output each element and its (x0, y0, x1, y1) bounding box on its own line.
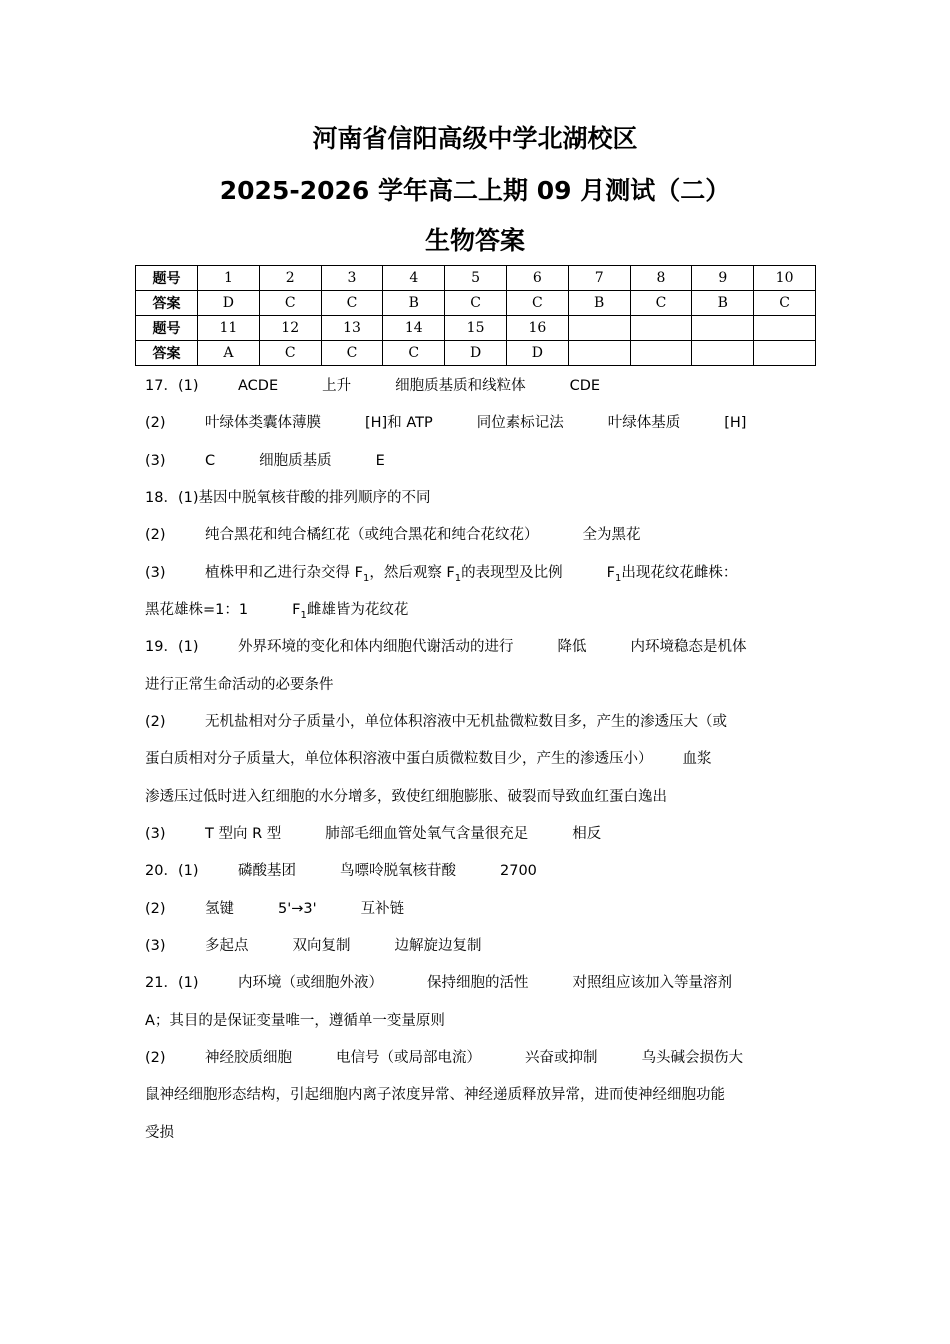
q20-part3 (145, 936, 482, 956)
table-row (136, 316, 816, 341)
q19-part1 (145, 637, 747, 657)
q21-part2-cont (145, 1085, 725, 1105)
answer: 受损 (145, 1125, 174, 1141)
part-number: (3) (145, 453, 166, 469)
q18-part1 (145, 488, 431, 508)
answer-text: ，然后观察 F (369, 565, 455, 581)
table-cell: C (630, 291, 692, 316)
subscript: 1 (615, 572, 622, 584)
answer: 氢键 (205, 901, 234, 917)
subscript: 1 (362, 572, 370, 584)
answer-text: 的表现型及比例 (461, 565, 563, 581)
row-label: 答案 (136, 291, 198, 316)
q19-part2-cont2 (145, 787, 667, 807)
q19-part2-cont (145, 749, 712, 769)
part-number: (2) (145, 415, 166, 431)
answer: 兴奋或抑制 (525, 1050, 598, 1066)
answer: 细胞质基质 (259, 453, 332, 469)
answer-table (135, 265, 816, 366)
table-cell (630, 341, 692, 366)
table-cell: D (445, 341, 507, 366)
row-label: 题号 (136, 266, 198, 291)
table-cell: C (259, 341, 321, 366)
q20-part2 (145, 899, 404, 919)
part-number: (3) (145, 938, 166, 954)
answer: 保持细胞的活性 (427, 975, 529, 991)
answer: 内环境稳态是机体 (630, 639, 747, 655)
answer-text: 出现花纹花雌株： (621, 565, 738, 581)
answer: A；其目的是保证变量唯一，遵循单一变量原则 (145, 1013, 445, 1029)
answer: 鸟嘌呤脱氧核苷酸 (340, 863, 456, 879)
table-cell: 14 (383, 316, 445, 341)
part-number: (2) (145, 1050, 166, 1066)
table-cell: D (506, 341, 568, 366)
answer: CDE (569, 378, 601, 394)
answer-text: F (292, 602, 301, 618)
answer: T 型向 R 型 (205, 826, 282, 842)
subscript: 1 (454, 572, 462, 584)
answer: 无机盐相对分子质量小，单位体积溶液中无机盐微粒数目多，产生的渗透压大（或 (205, 714, 727, 730)
table-cell: C (445, 291, 507, 316)
part-number: (2) (145, 714, 166, 730)
table-cell: 11 (198, 316, 260, 341)
school-title: 河南省信阳高级中学北湖校区 (312, 124, 638, 153)
answer: [H]和 ATP (365, 415, 433, 431)
table-cell (754, 316, 816, 341)
table-cell: B (692, 291, 754, 316)
answer: 外界环境的变化和体内细胞代谢活动的进行 (238, 639, 514, 655)
table-cell: 12 (259, 316, 321, 341)
answer-text: F (606, 565, 615, 581)
question-number: 20．(1) (145, 863, 199, 879)
table-cell: 7 (568, 266, 630, 291)
answer (205, 563, 737, 583)
q18-part2 (145, 525, 641, 545)
answer: 神经胶质细胞 (205, 1050, 292, 1066)
answer: 纯合黑花和纯合橘红花（或纯合黑花和纯合花纹花） (205, 527, 539, 543)
table-cell: B (568, 291, 630, 316)
table-cell: 4 (383, 266, 445, 291)
answer: 全为黑花 (582, 527, 641, 543)
answer: 降低 (557, 639, 587, 655)
table-cell: 9 (692, 266, 754, 291)
table-row (136, 266, 816, 291)
table-cell: C (506, 291, 568, 316)
answer: 18．(1)基因中脱氧核苷酸的排列顺序的不同 (145, 490, 431, 506)
answer: 相反 (572, 826, 602, 842)
q19-part1-cont (145, 675, 334, 695)
table-cell: 1 (198, 266, 260, 291)
table-cell (754, 341, 816, 366)
q20-part1 (145, 861, 537, 881)
answer: 双向复制 (292, 938, 351, 954)
answer: 上升 (322, 378, 352, 394)
answer: 互补链 (360, 901, 405, 917)
answer: 乌头碱会损伤大 (641, 1050, 743, 1066)
q19-part3 (145, 824, 601, 844)
answer: 肺部毛细血管处氧气含量很充足 (325, 826, 529, 842)
table-cell: C (321, 291, 383, 316)
table-cell: C (259, 291, 321, 316)
answer-text: 植株甲和乙进行杂交得 F (205, 565, 363, 581)
table-cell: 3 (321, 266, 383, 291)
answer: 5'→3' (278, 901, 317, 917)
table-cell: C (754, 291, 816, 316)
part-number: (3) (145, 565, 166, 581)
table-cell (692, 341, 754, 366)
table-cell: A (198, 341, 260, 366)
answer: 黑花雄株=1：1 (145, 602, 249, 618)
q21-part1 (145, 973, 732, 993)
table-row (136, 291, 816, 316)
subject-title: 生物答案 (424, 226, 525, 255)
answer: E (375, 453, 385, 469)
answer: 磷酸基团 (238, 863, 296, 879)
table-cell: C (321, 341, 383, 366)
table-cell: C (383, 341, 445, 366)
table-cell: 6 (506, 266, 568, 291)
q21-part1-cont (145, 1011, 445, 1031)
answer: 电信号（或局部电流） (336, 1050, 481, 1066)
answer: 细胞质基质和线粒体 (395, 378, 526, 394)
q17-part3 (145, 451, 385, 471)
exam-title: 2025-2026 学年高二上期 09 月测试（二） (219, 176, 731, 205)
answer: 渗透压过低时进入红细胞的水分增多，致使红细胞膨胀、破裂而导致血红蛋白逸出 (145, 789, 667, 805)
table-cell: B (383, 291, 445, 316)
q21-part2 (145, 1048, 743, 1068)
part-number: (3) (145, 826, 166, 842)
table-cell: 5 (445, 266, 507, 291)
table-cell (692, 316, 754, 341)
table-cell: 13 (321, 316, 383, 341)
table-cell: 10 (754, 266, 816, 291)
table-cell: 2 (259, 266, 321, 291)
table-cell: 16 (506, 316, 568, 341)
q17-part2 (145, 413, 746, 433)
answer: 边解旋边复制 (394, 938, 482, 954)
answer: 鼠神经细胞形态结构，引起细胞内离子浓度异常、神经递质释放异常，进而使神经细胞功能 (145, 1087, 725, 1103)
part-number: (2) (145, 527, 166, 543)
q19-part2 (145, 712, 727, 732)
table-cell: D (198, 291, 260, 316)
q18-part3-cont (145, 600, 408, 620)
answer: 对照组应该加入等量溶剂 (572, 975, 732, 991)
table-row (136, 341, 816, 366)
question-number: 19．(1) (145, 639, 199, 655)
answer: 多起点 (205, 938, 249, 954)
question-number: 21．(1) (145, 975, 199, 991)
table-cell: 15 (445, 316, 507, 341)
answer: 内环境（或细胞外液） (238, 975, 383, 991)
question-number: 17．(1) (145, 378, 199, 394)
q18-part3 (145, 563, 737, 583)
table-cell (630, 316, 692, 341)
answer: [H] (724, 415, 747, 431)
table-cell: 8 (630, 266, 692, 291)
answer: 叶绿体类囊体薄膜 (205, 415, 321, 431)
row-label: 题号 (136, 316, 198, 341)
q21-part2-cont2 (145, 1123, 174, 1143)
table-cell (568, 316, 630, 341)
row-label: 答案 (136, 341, 198, 366)
answer: C (205, 453, 216, 469)
answer: 叶绿体基质 (607, 415, 681, 431)
q17-part1 (145, 376, 600, 396)
answer: 蛋白质相对分子质量大，单位体积溶液中蛋白质微粒数目少，产生的渗透压小） (145, 751, 653, 767)
answer: 同位素标记法 (476, 415, 564, 431)
answer: 进行正常生命活动的必要条件 (145, 677, 334, 693)
subscript: 1 (300, 609, 307, 621)
table-cell (568, 341, 630, 366)
part-number: (2) (145, 901, 166, 917)
answer: 2700 (500, 863, 537, 879)
answer: ACDE (238, 378, 279, 394)
answer-text: 雌雄皆为花纹花 (306, 602, 409, 618)
answer: 血浆 (682, 751, 712, 767)
